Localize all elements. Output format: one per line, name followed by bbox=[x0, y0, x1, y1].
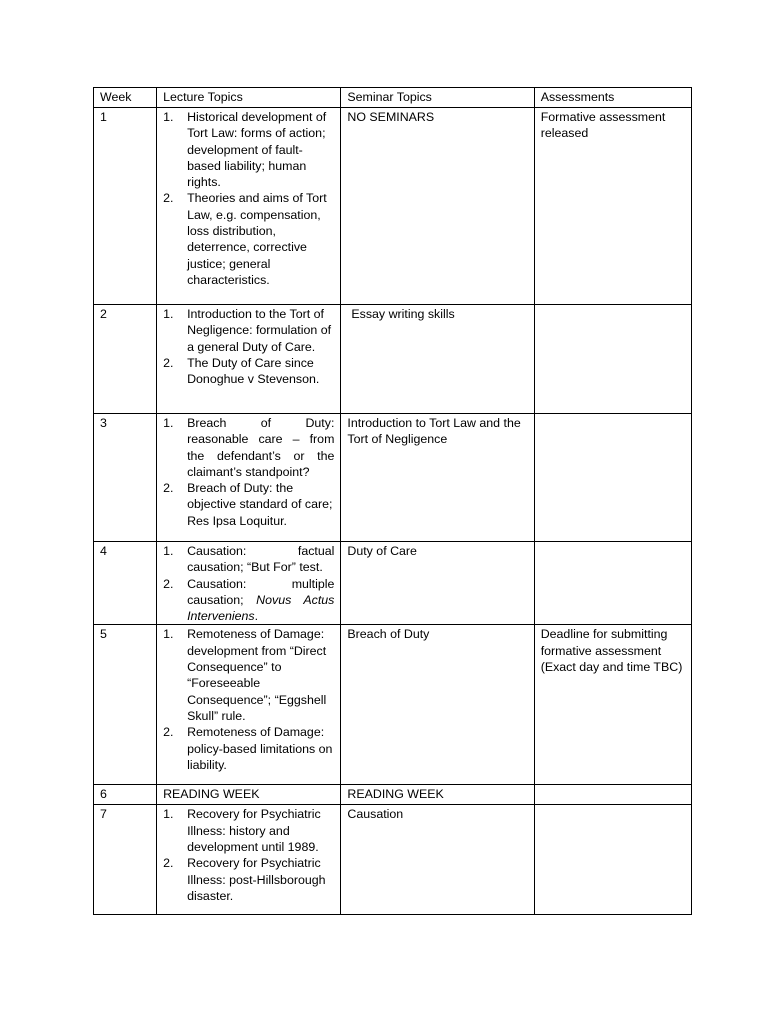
seminar-topic-cell: Causation bbox=[341, 805, 534, 915]
lecture-topics-cell bbox=[157, 108, 341, 305]
list-number: 2. bbox=[163, 191, 174, 206]
lecture-topic-item bbox=[163, 855, 334, 904]
week-number: 1 bbox=[94, 108, 157, 305]
lecture-topic-text: Historical development of Tort Law: forms of action; development of fault-based liability; human rights. bbox=[187, 110, 327, 190]
list-number: 1. bbox=[163, 544, 174, 558]
lecture-topic-text: Theories and aims of Tort Law, e.g. compensation, loss distribution, deterrence, corrective justice; general characteristics. bbox=[187, 191, 327, 287]
table-row bbox=[94, 805, 692, 915]
lecture-topic-text: Remoteness of Damage: development from “Direct Consequence” to “Foreseeable Consequence”; “Eggshell Skull” rule. bbox=[187, 627, 327, 723]
lecture-topic-list bbox=[163, 109, 334, 288]
assessment-cell: Formative assessment released bbox=[534, 108, 691, 305]
lecture-topic-text: Breach of Duty: reasonable care – from the defendant’s or the claimant’s standpoint? bbox=[187, 416, 335, 479]
lecture-topic-item bbox=[163, 415, 334, 480]
lecture-topic-text: Introduction to the Tort of Negligence: formulation of a general Duty of Care. bbox=[187, 307, 332, 354]
week-number: 3 bbox=[94, 414, 157, 542]
lecture-topic-list bbox=[163, 626, 334, 773]
lecture-topics-cell bbox=[157, 542, 341, 625]
lecture-topic-text: Recovery for Psychiatric Illness: post-Hillsborough disaster. bbox=[187, 856, 326, 903]
assessment-cell: Deadline for submitting formative assessment (Exact day and time TBC) bbox=[534, 625, 691, 785]
table-row bbox=[94, 785, 692, 805]
lecture-topics-cell bbox=[157, 414, 341, 542]
week-number: 7 bbox=[94, 805, 157, 915]
lecture-topic-item bbox=[163, 480, 334, 529]
course-schedule-table bbox=[93, 87, 692, 915]
assessment-cell bbox=[534, 414, 691, 542]
list-number: 2. bbox=[163, 576, 174, 591]
header-seminar-topics: Seminar Topics bbox=[341, 88, 534, 108]
assessment-cell bbox=[534, 305, 691, 414]
table-row bbox=[94, 625, 692, 785]
lecture-topic-text: Causation: multiple causation; bbox=[187, 576, 335, 607]
list-number: 2. bbox=[163, 481, 174, 496]
lecture-topic-item bbox=[163, 109, 334, 190]
table-row bbox=[94, 542, 692, 625]
table-row bbox=[94, 108, 692, 305]
lecture-topic-item bbox=[163, 626, 334, 724]
lecture-topic-list bbox=[163, 415, 334, 529]
lecture-topic-text: The Duty of Care since Donoghue v Stevenson. bbox=[187, 355, 320, 387]
lecture-topic-item bbox=[163, 355, 334, 388]
list-number: 2. bbox=[163, 355, 174, 370]
lecture-topic-text-end: . bbox=[254, 609, 259, 624]
list-number: 2. bbox=[163, 725, 174, 740]
lecture-topic-text: Remoteness of Damage: policy-based limitations on liability. bbox=[187, 725, 333, 772]
list-number: 1. bbox=[163, 627, 174, 642]
seminar-topic-cell bbox=[341, 305, 534, 414]
table-header-row bbox=[94, 88, 692, 108]
lecture-topic-item bbox=[163, 543, 334, 576]
assessment-cell bbox=[534, 785, 691, 805]
lecture-topic-item bbox=[163, 306, 334, 355]
list-number: 1. bbox=[163, 807, 174, 822]
lecture-topic-item bbox=[163, 576, 334, 625]
seminar-topic-cell: Duty of Care bbox=[341, 542, 534, 625]
list-number: 2. bbox=[163, 856, 174, 871]
seminar-topic-text: Essay writing skills bbox=[351, 307, 455, 321]
list-number: 1. bbox=[163, 307, 174, 321]
table-row bbox=[94, 305, 692, 414]
header-week: Week bbox=[94, 88, 157, 108]
lecture-topic-text: Breach of Duty: the objective standard of care; Res Ipsa Loquitur. bbox=[187, 481, 333, 528]
lecture-topic-list bbox=[163, 543, 334, 624]
table-row bbox=[94, 414, 692, 542]
lecture-topic-list bbox=[163, 806, 334, 904]
week-number: 2 bbox=[94, 305, 157, 414]
lecture-topic-item bbox=[163, 806, 334, 855]
lecture-topic-item bbox=[163, 724, 334, 773]
lecture-topic-italic-text: Novus Actus Interveniens bbox=[187, 592, 335, 624]
list-number: 1. bbox=[163, 110, 174, 124]
seminar-topic-cell: Breach of Duty bbox=[341, 625, 534, 785]
lecture-topic-text: Causation: factual causation; “But For” test. bbox=[187, 544, 335, 575]
lecture-topics-cell bbox=[157, 805, 341, 915]
seminar-topic-cell: NO SEMINARS bbox=[341, 108, 534, 305]
header-lecture-topics: Lecture Topics bbox=[157, 88, 341, 108]
list-number: 1. bbox=[163, 416, 174, 430]
week-number: 6 bbox=[94, 785, 157, 805]
lecture-topics-cell bbox=[157, 305, 341, 414]
seminar-topic-cell: READING WEEK bbox=[341, 785, 534, 805]
lecture-topic-item bbox=[163, 190, 334, 288]
lecture-topic-text: Recovery for Psychiatric Illness: history and development until 1989. bbox=[187, 807, 321, 855]
week-number: 4 bbox=[94, 542, 157, 625]
week-number: 5 bbox=[94, 625, 157, 785]
lecture-topic-list bbox=[163, 306, 334, 387]
assessment-cell bbox=[534, 805, 691, 915]
assessment-cell bbox=[534, 542, 691, 625]
header-assessments: Assessments bbox=[534, 88, 691, 108]
seminar-topic-cell: Introduction to Tort Law and the Tort of Negligence bbox=[341, 414, 534, 542]
lecture-topics-cell bbox=[157, 625, 341, 785]
lecture-topics-cell: READING WEEK bbox=[157, 785, 341, 805]
